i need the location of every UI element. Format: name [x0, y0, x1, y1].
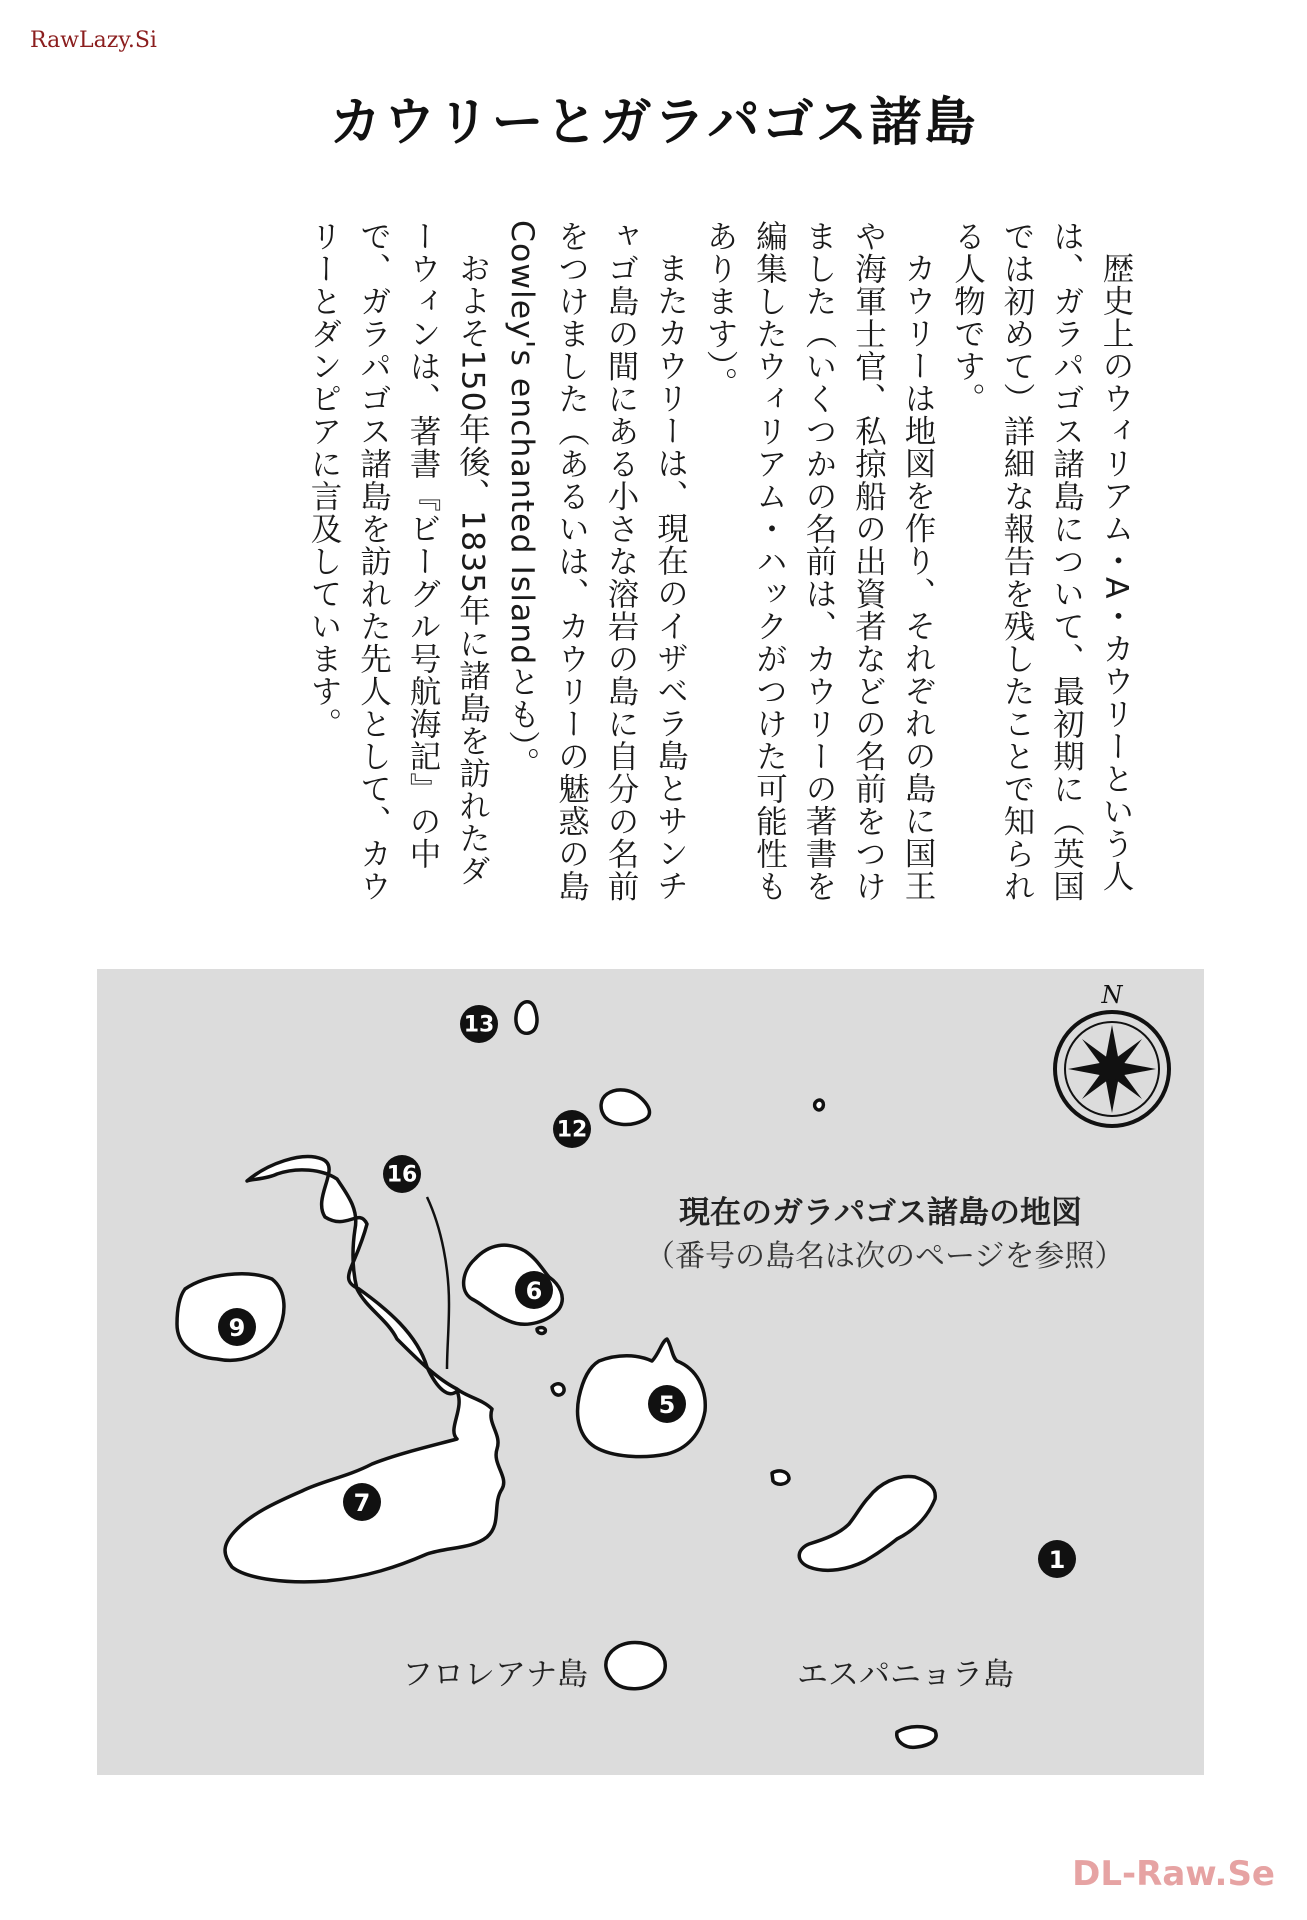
paragraph-1: 歴史上のウィリアム・A・カウリーという人は、ガラパゴス諸島について、最初期に（英国では初めて）詳細な報告を残したことで知られる人物です。	[949, 220, 1134, 903]
island-1	[799, 1476, 935, 1570]
island-espanola	[897, 1727, 936, 1748]
label-floreana: フロレアナ島	[402, 1657, 588, 1693]
svg-text:16: 16	[386, 1162, 418, 1188]
svg-text:7: 7	[353, 1489, 371, 1517]
map-title: 現在のガラパゴス諸島の地図	[679, 1195, 1082, 1231]
map-drawing	[97, 969, 1204, 1775]
marker-16	[383, 1155, 421, 1193]
svg-text:1: 1	[1048, 1546, 1066, 1574]
island-5	[578, 1339, 706, 1457]
islet-c	[772, 1471, 789, 1484]
paragraph-4: およそ150年後、1835年に諸島を訪れたダーウィンは、著書『ビーグル号航海記』の中で、ガラパゴス諸島を訪れた先人として、カウリーとダンピアに言及しています。	[306, 220, 491, 903]
marker-9	[218, 1308, 256, 1346]
compass-north-label: N	[1101, 981, 1123, 1009]
article-body	[150, 220, 1140, 910]
map-subtitle: （番号の島名は次のページを参照）	[645, 1239, 1125, 1274]
page-title: カウリーとガラパゴス諸島	[329, 93, 978, 153]
marker-5	[648, 1385, 686, 1423]
island-13	[516, 1002, 537, 1034]
compass-rose-icon	[1055, 981, 1169, 1126]
marker-16-leader	[427, 1197, 449, 1369]
marker-7	[343, 1483, 381, 1521]
svg-text:5: 5	[658, 1391, 676, 1419]
galapagos-map	[97, 969, 1204, 1775]
marker-12	[553, 1110, 591, 1148]
islet-d	[537, 1328, 545, 1334]
marker-13	[460, 1005, 498, 1043]
islet-a	[815, 1100, 824, 1110]
watermark-top: RawLazy.Si	[30, 28, 157, 53]
paragraph-3: またカウリーは、現在のイザベラ島とサンチャゴ島の間にある小さな溶岩の島に自分の名前をつけました（あるいは、カウリーの魅惑の島Cowley's enchanted Islandとも）。	[504, 220, 689, 903]
island-floreana	[606, 1643, 665, 1689]
marker-6	[515, 1271, 553, 1309]
label-espanola: エスパニョラ島	[797, 1657, 1014, 1693]
watermark-bottom: DL-Raw.Se	[1072, 1854, 1275, 1894]
island-12	[601, 1090, 649, 1125]
svg-text:12: 12	[556, 1117, 588, 1143]
svg-text:6: 6	[525, 1277, 543, 1305]
svg-text:13: 13	[463, 1012, 495, 1038]
islet-b	[552, 1384, 564, 1395]
marker-1	[1038, 1540, 1076, 1578]
paragraph-2: カウリーは地図を作り、それぞれの島に国王や海軍士官、私掠船の出資者などの名前をつけました（いくつかの名前は、カウリーの著書を編集したウィリアム・ハックがつけた可能性もあります）。	[702, 220, 936, 903]
svg-text:9: 9	[228, 1314, 246, 1342]
